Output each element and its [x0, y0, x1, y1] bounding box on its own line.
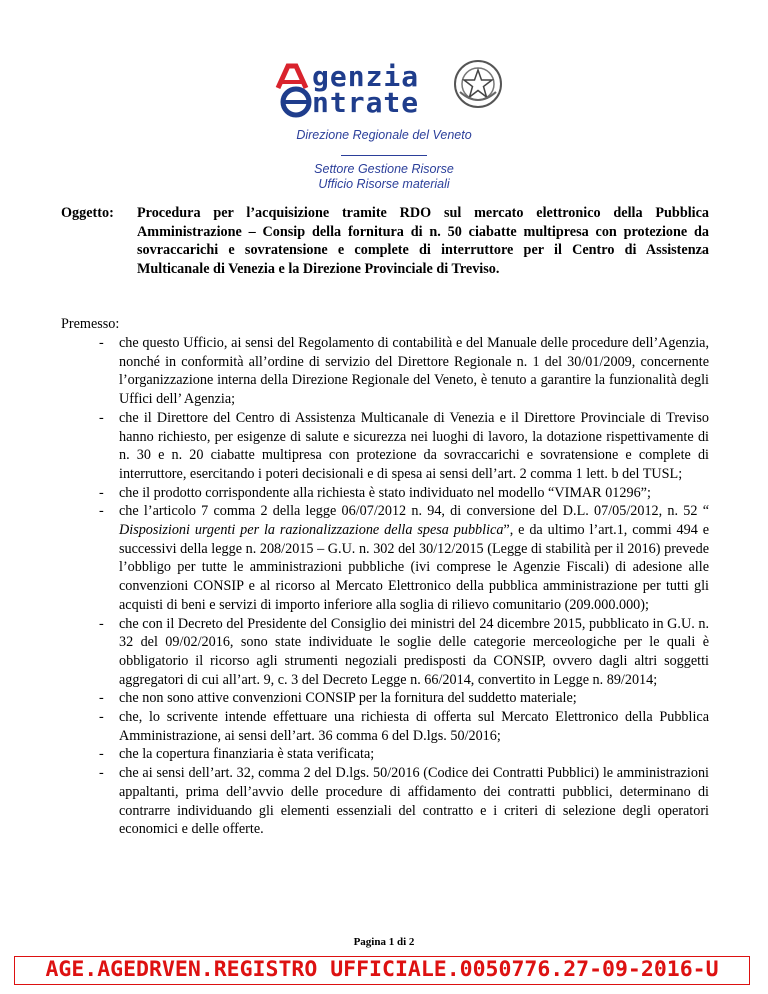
list-item: - che, lo scrivente intende effettuare una richiesta di offerta sul Mercato Elettronico della Pubblica Amministrazione, ai sensi dell’art. 36 comma 6 del D.lgs. 50/2016; [99, 709, 709, 744]
subject-block [61, 204, 709, 279]
list-item: - che il prodotto corrispondente alla richiesta è stato individuato nel modello “VIMAR 01296”; [99, 484, 651, 501]
list-item: - che questo Ufficio, ai sensi del Regolamento di contabilità e del Manuale delle procedure dell’Agenzia, nonché in conformità all’ordine di servizio del Direttore Regionale n. 1 del 30/01/2009, concernente l’organizzazione interna della Direzione Regionale del Veneto, è tenuto a garantire la funzionalità degli Uffici dell’ Agenzia; [99, 335, 709, 408]
premises-list [61, 334, 709, 839]
header-divider [341, 155, 427, 156]
list-item: - che con il Decreto del Presidente del Consiglio dei ministri del 24 dicembre 2015, pubblicato in G.U. n. 32 del 09/02/2016, sono state individuate le soglie delle categorie merceologiche per le quali è obbligatorio il ricorso agli strumenti negoziali predisposti da CONSIP, ovvero dagli altri soggetti aggregatori di cui all’art. 9, c. 3 del Decreto Legge n. 66/2014, convertito in Legge n. 89/2014; [99, 615, 709, 688]
subject-label: Oggetto: [61, 205, 114, 221]
list-item: - che la copertura finanziaria è stata verificata; [99, 746, 375, 763]
law-title: Disposizioni urgenti per la razionalizzazione della spesa pubblica [119, 522, 504, 539]
list-item: - che ai sensi dell’art. 32, comma 2 del D.lgs. 50/2016 (Codice dei Contratti Pubblici) le amministrazioni appaltanti, prima dell’avvio delle procedure di affidamento dei contratti pubblici, determinano di contrarre individuando gli elementi essenziali del contratto e i criteri di selezione degli operatori economici e delle offerte. [99, 765, 709, 838]
office-name: Ufficio Risorse materiali [318, 177, 450, 191]
page-number: Pagina 1 di 2 [353, 936, 415, 948]
list-item: - che l’articolo 7 comma 2 della legge 06/07/2012 n. 94, di conversione del D.L. 07/05/2012, n. 52 “ Disposizioni urgenti per la razionalizzazione della spesa pubblica”, e da ultimo l’art.1, commi 494 e successivi della legge n. 208/2015 – G.U. n. 302 del 30/12/2015 (Legge di stabilità per il 2016) prevede l’obbligo per tutte le amministrazioni pubbliche (ivi comprese le Agenzie Fiscali) di adesione alle convenzioni CONSIP e al ricorso al Mercato Elettronico della pubblica amministrazione per tutti gli acquisti di beni e servizi di importo inferiore alla soglia di rilievo comunitario (209.000.000); [99, 503, 709, 613]
logo-word-entrate: ntrate [312, 86, 420, 119]
list-item: - che il Direttore del Centro di Assistenza Multicanale di Venezia e il Direttore Provinciale di Treviso hanno richiesto, per esigenze di salute e sicurezza nei luoghi di lavoro, la dotazione rispettivamente di n. 30 e n. 20 ciabatte multipresa con protezione da sovraccarichi e sovratensione e complete di interruttore, esercitando i poteri decisionali e di spesa ai sensi dell’art. 2 comma 1 lett. b del TUSL; [99, 409, 709, 482]
premises-heading: Premesso: [61, 316, 120, 332]
subject-text: Procedura per l’acquisizione tramite RDO sul mercato elettronico della Pubblica Amministrazione – Consip della fornitura di n. 50 ciabatte multipresa con protezione da sovraccarichi e sovratensione e complete di interruttore per il Centro di Assistenza Multicanale di Venezia e la Direzione Provinciale di Treviso. [137, 205, 709, 278]
list-item: - che non sono attive convenzioni CONSIP per la fornitura del suddetto materiale; [99, 690, 577, 707]
agency-logo [272, 56, 512, 122]
agency-a-logo-icon [274, 62, 314, 118]
logo-word-agenzia: genzia [312, 60, 420, 93]
italian-republic-emblem-icon [452, 58, 504, 110]
sector-name: Settore Gestione Risorse [314, 162, 454, 176]
protocol-stamp: AGE.AGEDRVEN.REGISTRO UFFICIALE.0050776.27-09-2016-U [14, 956, 750, 985]
department-name: Direzione Regionale del Veneto [296, 128, 472, 142]
